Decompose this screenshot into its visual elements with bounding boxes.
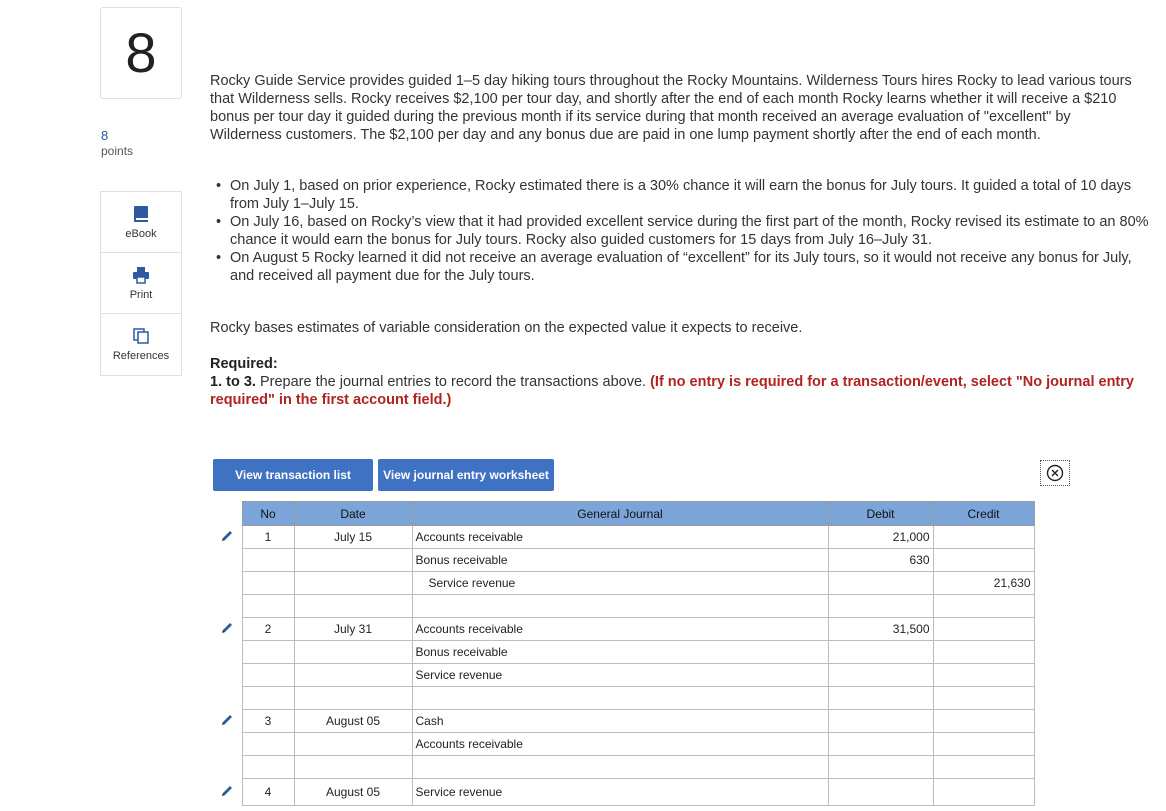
general-journal-table bbox=[213, 501, 1035, 806]
points-value: 8 bbox=[101, 128, 109, 143]
debit-cell[interactable]: 31,500 bbox=[828, 618, 933, 641]
credit-cell[interactable] bbox=[933, 526, 1034, 549]
account-cell[interactable]: Service revenue bbox=[412, 779, 828, 806]
points-label: points bbox=[101, 144, 134, 158]
view-journal-worksheet-button[interactable]: View journal entry worksheet bbox=[378, 459, 554, 491]
edit-cell bbox=[213, 572, 242, 595]
header-no: No bbox=[242, 502, 294, 526]
printer-icon bbox=[132, 266, 150, 284]
required-heading: Required: bbox=[210, 356, 278, 372]
date-cell bbox=[294, 664, 412, 687]
required-note: (If no entry is required for a transaction/event, select "No journal entry required" in the first account field.) bbox=[210, 374, 1134, 408]
print-label: Print bbox=[129, 288, 153, 301]
account-cell[interactable] bbox=[412, 687, 828, 710]
problem-text bbox=[210, 72, 1150, 409]
journal-row bbox=[213, 664, 1034, 687]
debit-cell[interactable] bbox=[828, 710, 933, 733]
edit-cell bbox=[213, 733, 242, 756]
credit-cell[interactable] bbox=[933, 687, 1034, 710]
view-transaction-list-button[interactable]: View transaction list bbox=[213, 459, 373, 491]
required-text: Prepare the journal entries to record the transactions above. bbox=[255, 374, 651, 390]
account-cell[interactable]: Accounts receivable bbox=[412, 733, 828, 756]
date-cell: July 15 bbox=[294, 526, 412, 549]
pencil-edit-icon[interactable] bbox=[220, 529, 234, 543]
estimate-basis: Rocky bases estimates of variable consideration on the expected value it expects to receive. bbox=[210, 320, 803, 336]
edit-cell bbox=[213, 641, 242, 664]
entry-number-cell bbox=[242, 756, 294, 779]
credit-cell[interactable] bbox=[933, 710, 1034, 733]
journal-header-row bbox=[213, 502, 1034, 526]
header-general-journal: General Journal bbox=[412, 502, 828, 526]
entry-number-cell: 2 bbox=[242, 618, 294, 641]
required-section bbox=[210, 355, 1150, 409]
date-cell bbox=[294, 549, 412, 572]
credit-cell[interactable] bbox=[933, 756, 1034, 779]
account-cell[interactable]: Service revenue bbox=[412, 572, 828, 595]
date-cell bbox=[294, 572, 412, 595]
journal-row bbox=[213, 710, 1034, 733]
debit-cell[interactable] bbox=[828, 664, 933, 687]
pencil-edit-icon[interactable] bbox=[220, 621, 234, 635]
header-credit: Credit bbox=[933, 502, 1034, 526]
date-cell: August 05 bbox=[294, 779, 412, 806]
entry-number-cell: 3 bbox=[242, 710, 294, 733]
journal-body bbox=[213, 526, 1034, 806]
pencil-edit-icon[interactable] bbox=[220, 784, 234, 798]
account-cell[interactable]: Service revenue bbox=[412, 664, 828, 687]
references-icon bbox=[132, 327, 150, 345]
credit-cell[interactable] bbox=[933, 618, 1034, 641]
book-icon bbox=[132, 205, 150, 223]
points-info bbox=[101, 128, 133, 158]
debit-cell[interactable] bbox=[828, 756, 933, 779]
edit-cell bbox=[213, 664, 242, 687]
account-cell[interactable]: Bonus receivable bbox=[412, 641, 828, 664]
credit-cell[interactable] bbox=[933, 664, 1034, 687]
required-instruction bbox=[210, 373, 1150, 409]
close-button[interactable] bbox=[1040, 460, 1070, 486]
entry-number-cell: 1 bbox=[242, 526, 294, 549]
event-list bbox=[210, 177, 1150, 285]
entry-number-cell: 4 bbox=[242, 779, 294, 806]
journal-row bbox=[213, 526, 1034, 549]
edit-cell bbox=[213, 595, 242, 618]
credit-cell[interactable]: 21,630 bbox=[933, 572, 1034, 595]
entry-number-cell bbox=[242, 664, 294, 687]
account-cell[interactable] bbox=[412, 756, 828, 779]
credit-cell[interactable] bbox=[933, 549, 1034, 572]
journal-row bbox=[213, 779, 1034, 806]
entry-number-cell bbox=[242, 733, 294, 756]
entry-number-cell bbox=[242, 549, 294, 572]
debit-cell[interactable] bbox=[828, 733, 933, 756]
pencil-edit-icon[interactable] bbox=[220, 713, 234, 727]
question-number: 8 bbox=[125, 21, 157, 84]
event-item: • On August 5 Rocky learned it did not receive an average evaluation of “excellent” for its July tours, so it would not receive any bonus for July, and received all payment due for the July tours. bbox=[230, 249, 1150, 285]
event-item: • On July 1, based on prior experience, Rocky estimated there is a 30% chance it will earn the bonus for July tours. It guided a total of 10 days from July 1–July 15. bbox=[230, 177, 1150, 213]
edit-cell bbox=[213, 618, 242, 641]
credit-cell[interactable] bbox=[933, 779, 1034, 806]
entry-number-cell bbox=[242, 687, 294, 710]
entry-number-cell bbox=[242, 595, 294, 618]
account-cell[interactable]: Cash bbox=[412, 710, 828, 733]
print-tool[interactable] bbox=[101, 253, 181, 314]
question-number-box bbox=[100, 7, 182, 99]
entry-number-cell bbox=[242, 572, 294, 595]
date-cell bbox=[294, 756, 412, 779]
edit-cell bbox=[213, 710, 242, 733]
edit-cell bbox=[213, 756, 242, 779]
references-label: References bbox=[112, 350, 170, 362]
journal-row bbox=[213, 687, 1034, 710]
edit-cell bbox=[213, 779, 242, 806]
entry-number-cell bbox=[242, 641, 294, 664]
header-date: Date bbox=[294, 502, 412, 526]
date-cell bbox=[294, 595, 412, 618]
journal-row bbox=[213, 618, 1034, 641]
edit-cell bbox=[213, 687, 242, 710]
credit-cell[interactable] bbox=[933, 595, 1034, 618]
credit-cell[interactable] bbox=[933, 733, 1034, 756]
debit-cell[interactable] bbox=[828, 595, 933, 618]
header-debit: Debit bbox=[828, 502, 933, 526]
references-tool[interactable] bbox=[101, 314, 181, 375]
account-cell[interactable]: Accounts receivable bbox=[412, 526, 828, 549]
journal-row bbox=[213, 572, 1034, 595]
account-cell[interactable] bbox=[412, 595, 828, 618]
account-cell[interactable]: Bonus receivable bbox=[412, 549, 828, 572]
edit-cell bbox=[213, 549, 242, 572]
date-cell: July 31 bbox=[294, 618, 412, 641]
journal-row bbox=[213, 549, 1034, 572]
debit-cell[interactable] bbox=[828, 572, 933, 595]
debit-cell[interactable] bbox=[828, 687, 933, 710]
date-cell bbox=[294, 687, 412, 710]
journal-row bbox=[213, 641, 1034, 664]
credit-cell[interactable] bbox=[933, 641, 1034, 664]
tools-panel bbox=[100, 191, 182, 376]
ebook-label: eBook bbox=[125, 227, 157, 240]
account-cell[interactable]: Accounts receivable bbox=[412, 618, 828, 641]
journal-row bbox=[213, 733, 1034, 756]
date-cell bbox=[294, 641, 412, 664]
journal-row bbox=[213, 756, 1034, 779]
close-icon bbox=[1046, 464, 1064, 482]
event-item: • On July 16, based on Rocky’s view that it had provided excellent service during the first part of the month, Rocky revised its estimate to an 80% chance it would earn the bonus for July tours. Rocky also guided customers for 15 days from July 16–July 31. bbox=[230, 213, 1150, 249]
debit-cell[interactable]: 21,000 bbox=[828, 526, 933, 549]
debit-cell[interactable] bbox=[828, 641, 933, 664]
journal-row bbox=[213, 595, 1034, 618]
required-range: 1. to 3. bbox=[210, 374, 256, 390]
debit-cell[interactable] bbox=[828, 779, 933, 806]
ebook-tool[interactable] bbox=[101, 192, 181, 253]
debit-cell[interactable]: 630 bbox=[828, 549, 933, 572]
problem-intro: Rocky Guide Service provides guided 1–5 day hiking tours throughout the Rocky Mountains. Wilderness Tours hires Rocky to lead various tours that Wilderness sells. Rocky receives $2,100 per tour day, and shortly after the end of each month Rocky learns whether it will receive a $210 bonus per tour day it guided during the previous month if its service during that month received an average evaluation of "excellent" by Wilderness customers. The $2,100 per day and any bonus due are paid in one lump payment shortly after the end of each month. bbox=[210, 73, 1132, 143]
date-cell bbox=[294, 733, 412, 756]
date-cell: August 05 bbox=[294, 710, 412, 733]
edit-cell bbox=[213, 526, 242, 549]
